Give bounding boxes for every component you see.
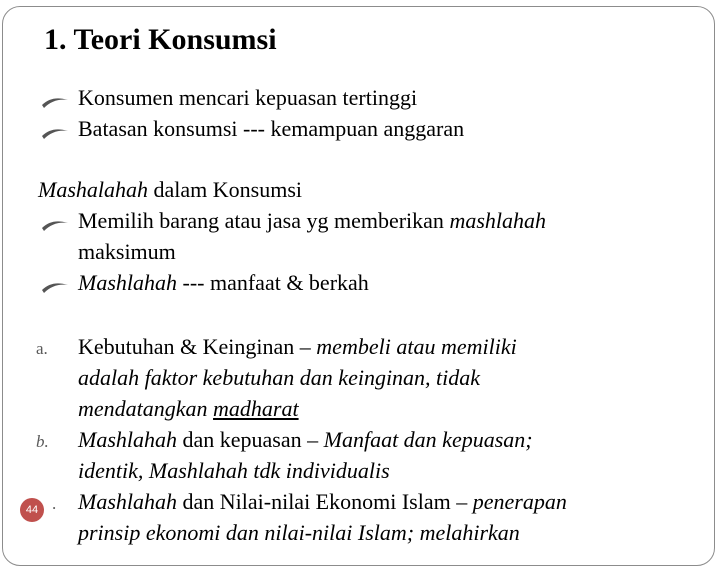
list-text-italic: Mashlahah bbox=[78, 427, 177, 452]
bullet-text-plain: Memilih barang atau jasa yg memberikan bbox=[78, 208, 450, 233]
bullet-text-continuation: maksimum bbox=[78, 239, 176, 264]
bullet-text bbox=[78, 267, 369, 298]
list-text-italic: identik, Mashlahah tdk individualis bbox=[78, 458, 390, 483]
list-text-plain: dan Nilai-nilai Ekonomi Islam – bbox=[177, 489, 473, 514]
slide-title: 1. Teori Konsumsi bbox=[44, 23, 277, 56]
swoosh-bullet-icon bbox=[40, 92, 70, 114]
list-item-a-line1 bbox=[78, 331, 517, 362]
swoosh-bullet-icon bbox=[40, 277, 70, 299]
list-text-italic: Mashlahah bbox=[78, 489, 177, 514]
bullet-text-plain: --- manfaat & berkah bbox=[177, 270, 369, 295]
swoosh-bullet-icon bbox=[40, 123, 70, 145]
list-item-a-line2 bbox=[78, 362, 480, 393]
bullet-text: Batasan konsumsi --- kemampuan anggaran bbox=[78, 116, 465, 141]
section-heading-italic: Mashalahah bbox=[38, 177, 148, 202]
list-item-c-line2 bbox=[78, 517, 520, 548]
list-item-c-line1 bbox=[78, 486, 567, 517]
list-item-b-line2 bbox=[78, 455, 390, 486]
list-marker-text: b. bbox=[36, 432, 49, 451]
bullet-text bbox=[78, 205, 546, 236]
section-heading-text: dalam Konsumsi bbox=[148, 177, 302, 202]
list-text-italic: membeli atau memiliki bbox=[316, 334, 517, 359]
list-text-plain: Kebutuhan & Keinginan – bbox=[78, 334, 317, 359]
list-text-italic: penerapan bbox=[472, 489, 567, 514]
list-marker-c: . bbox=[52, 494, 57, 513]
list-text-italic: mendatangkan bbox=[78, 396, 214, 421]
list-item-a-line3 bbox=[78, 393, 299, 424]
section-heading bbox=[38, 174, 302, 205]
bullet-text: Konsumen mencari kepuasan tertinggi bbox=[78, 85, 418, 110]
list-text-plain: dan kepuasan – bbox=[177, 427, 324, 452]
list-text-italic: Manfaat dan kepuasan; bbox=[323, 427, 533, 452]
swoosh-bullet-icon bbox=[40, 215, 70, 237]
bullet-text-italic: Mashlahah bbox=[78, 270, 177, 295]
list-text-italic: adalah faktor kebutuhan dan keinginan, tidak bbox=[78, 365, 481, 390]
list-marker-a: a. bbox=[36, 339, 48, 358]
list-text-italic: prinsip ekonomi dan nilai-nilai Islam; melahirkan bbox=[78, 520, 520, 545]
bullet-text-italic: mashlahah bbox=[449, 208, 546, 233]
list-marker-b bbox=[36, 426, 49, 457]
page-number-badge: 44 bbox=[20, 498, 44, 522]
list-text-underlined: madharat bbox=[213, 396, 299, 421]
list-item-b-line1 bbox=[78, 424, 533, 455]
